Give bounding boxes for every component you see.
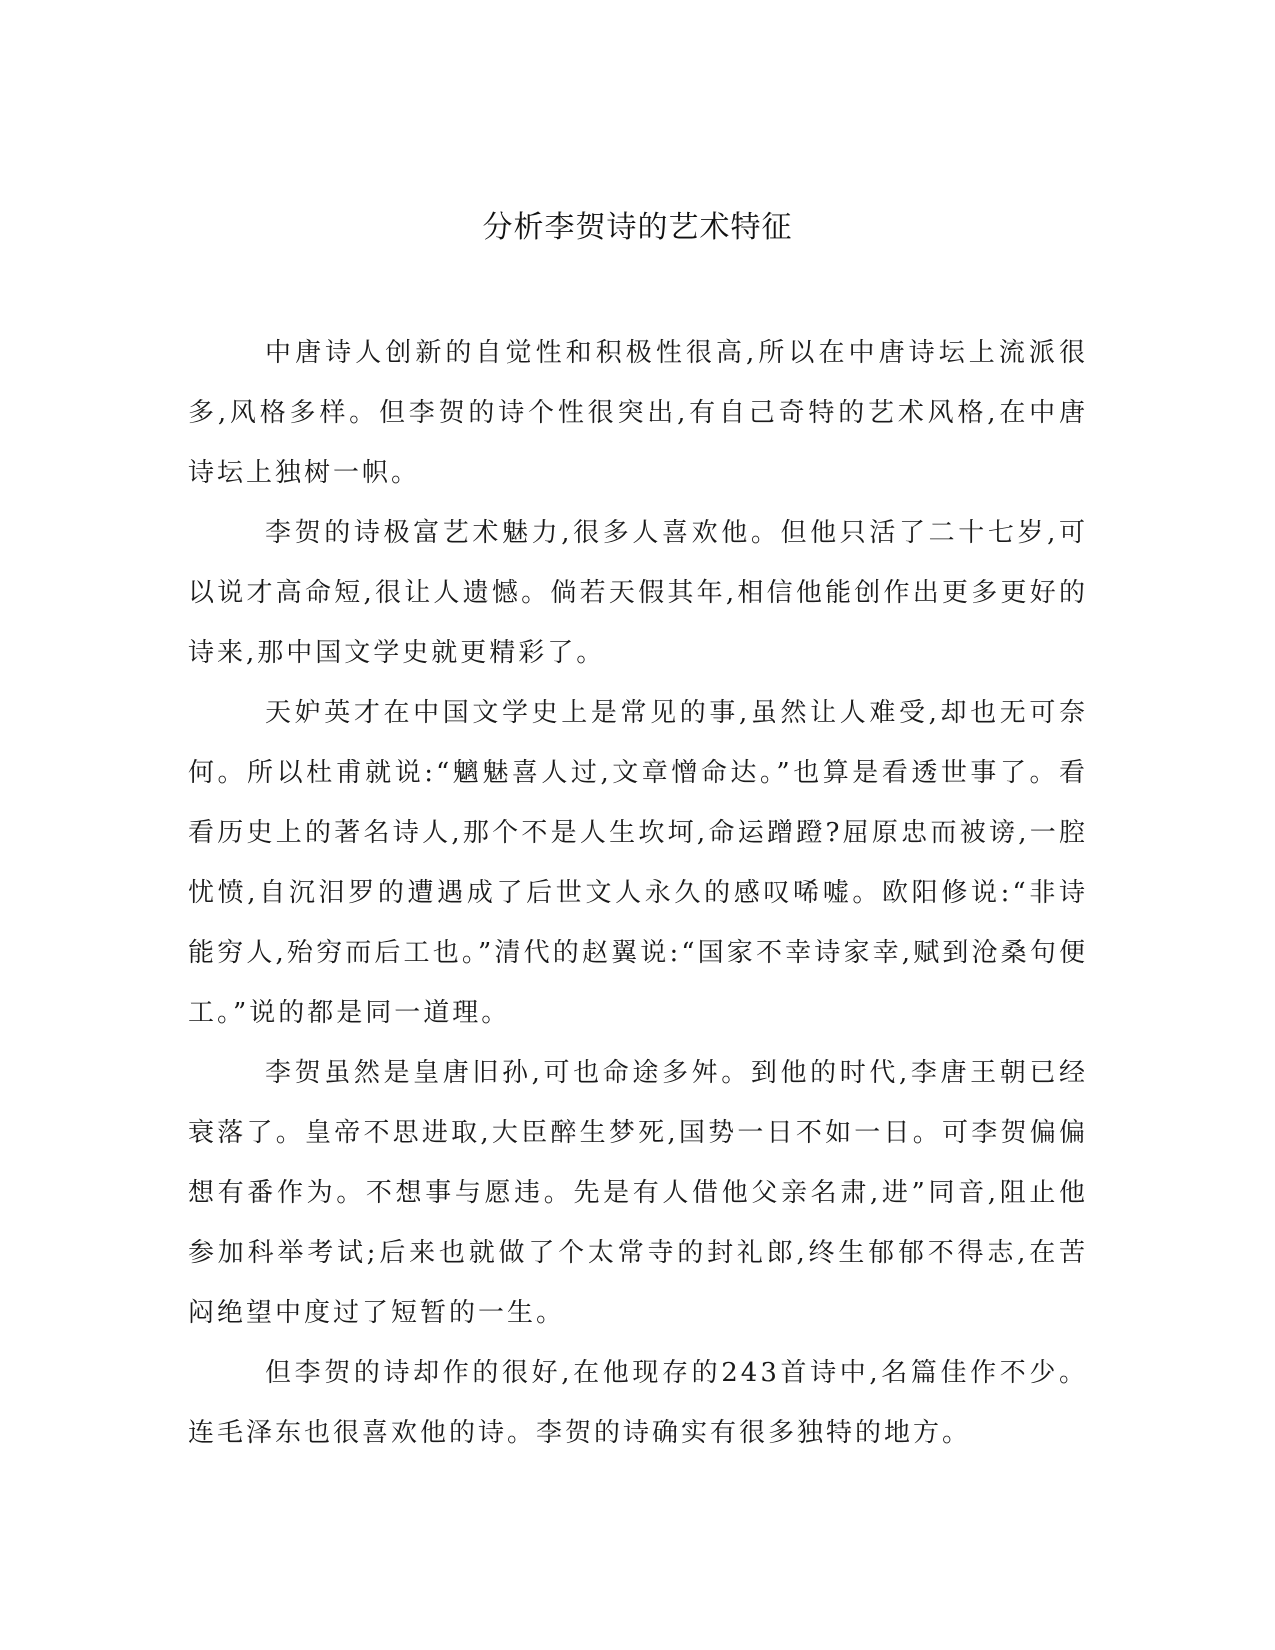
document-title: 分析李贺诗的艺术特征 [482,210,793,245]
paragraph-2: 李贺的诗极富艺术魅力,很多人喜欢他。但他只活了二十七岁,可以说才高命短,很让人遗憾。倘若天假其年,相信他能创作出更多更好的诗来,那中国文学史就更精彩了。 [188,518,1088,668]
paragraph-4: 李贺虽然是皇唐旧孙,可也命途多舛。到他的时代,李唐王朝已经衰落了。皇帝不思进取,大臣醉生梦死,国势一日不如一日。可李贺偏偏想有番作为。不想事与愿违。先是有人借他父亲名肃,进”同音,阻止他参加科举考试;后来也就做了个太常寺的封礼郎,终生郁郁不得志,在苦闷绝望中度过了短暂的一生。 [188,1058,1088,1328]
paragraph-3: 天妒英才在中国文学史上是常见的事,虽然让人难受,却也无可奈何。所以杜甫就说:“魑魅喜人过,文章憎命达。”也算是看透世事了。看看历史上的著名诗人,那个不是人生坎坷,命运蹭蹬?屈原忠而被谤,一腔忧愤,自沉汨罗的遭遇成了后世文人永久的感叹唏嘘。欧阳修说:“非诗能穷人,殆穷而后工也。”清代的赵翼说:“国家不幸诗家幸,赋到沧桑句便工。”说的都是同一道理。 [188,698,1088,1028]
paragraph-5: 但李贺的诗却作的很好,在他现存的243首诗中,名篇佳作不少。连毛泽东也很喜欢他的诗。李贺的诗确实有很多独特的地方。 [188,1358,1088,1448]
document-body [188,323,1088,1463]
paragraph-1: 中唐诗人创新的自觉性和积极性很高,所以在中唐诗坛上流派很多,风格多样。但李贺的诗个性很突出,有自己奇特的艺术风格,在中唐诗坛上独树一帜。 [188,338,1088,488]
